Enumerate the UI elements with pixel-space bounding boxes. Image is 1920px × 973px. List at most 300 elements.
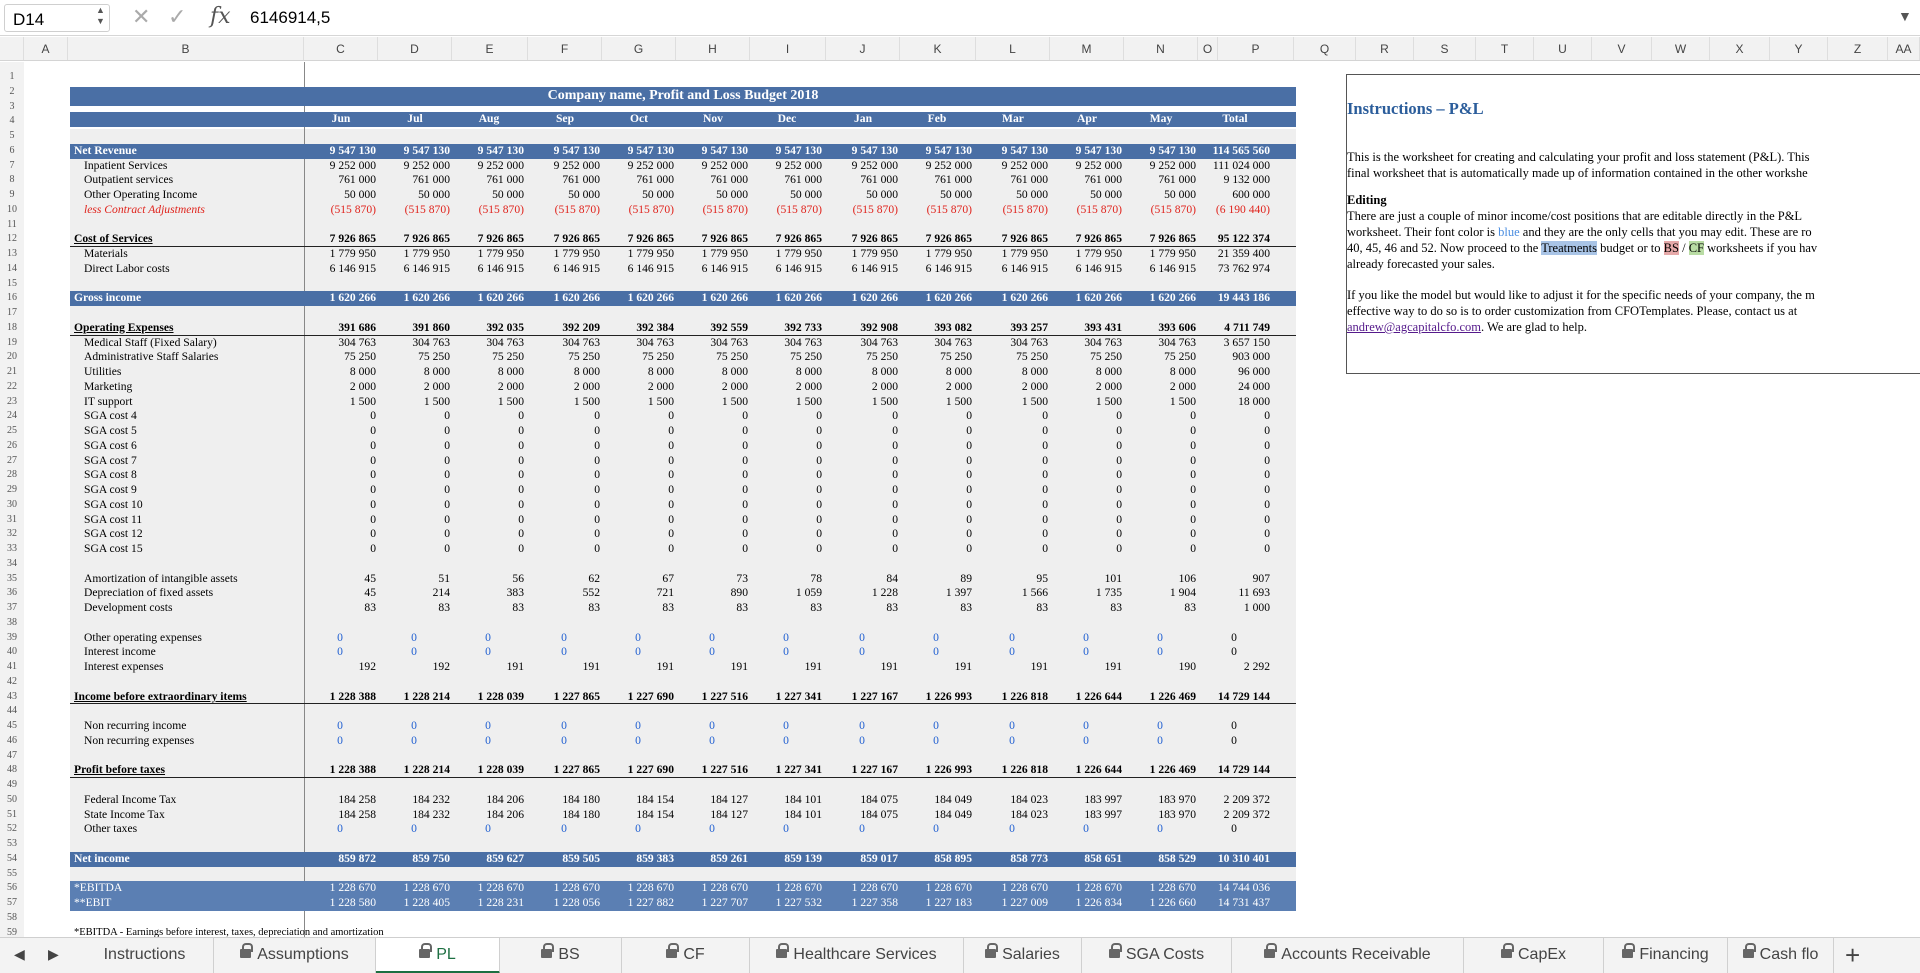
cell-value[interactable]: 0 xyxy=(594,512,600,526)
cell-value[interactable]: 0 xyxy=(668,468,674,482)
cell-value[interactable]: 0 xyxy=(816,512,822,526)
row-header[interactable]: 27 xyxy=(0,454,24,469)
row-header[interactable]: 16 xyxy=(0,291,24,306)
cell-value[interactable]: 8 000 xyxy=(1021,365,1048,378)
cell-value[interactable]: 0 xyxy=(411,645,417,659)
cell-value[interactable]: 214 xyxy=(432,586,450,600)
cell-value[interactable]: 1 226 469 xyxy=(1149,689,1196,703)
cell-value[interactable]: 6 146 915 xyxy=(1001,261,1048,275)
cell-value[interactable]: 0 xyxy=(370,512,376,526)
cell-value[interactable]: 0 xyxy=(561,719,567,732)
cell-value[interactable]: 1 228 670 xyxy=(701,881,748,895)
cell-value[interactable]: 0 xyxy=(370,527,376,541)
cell-value[interactable]: 7 926 865 xyxy=(627,232,674,246)
cell-value[interactable]: 0 xyxy=(1042,512,1048,526)
cell-value[interactable]: 9 547 130 xyxy=(925,143,972,157)
cell-value[interactable]: 1 228 214 xyxy=(403,689,450,703)
cell-value[interactable]: 2 000 xyxy=(795,379,822,393)
cell-value[interactable]: 3 657 150 xyxy=(1223,335,1270,349)
cell-value[interactable]: 0 xyxy=(337,719,343,732)
cell-value[interactable]: 0 xyxy=(966,542,972,555)
cell-value[interactable]: 1 227 167 xyxy=(851,763,898,777)
cell-value[interactable]: 7 926 865 xyxy=(1149,232,1196,246)
cell-value[interactable]: (515 870) xyxy=(702,202,748,216)
cell-value[interactable]: 1 227 358 xyxy=(851,896,898,909)
cell-value[interactable]: 304 763 xyxy=(710,335,748,349)
column-header-a[interactable]: A xyxy=(24,37,68,61)
row-label[interactable]: Profit before taxes xyxy=(74,763,166,777)
cell-value[interactable]: 1 226 834 xyxy=(1075,896,1122,909)
cell-value[interactable]: 9 547 130 xyxy=(553,143,600,157)
cell-value[interactable]: 6 146 915 xyxy=(553,261,600,275)
cell-value[interactable]: 50 000 xyxy=(940,188,972,201)
cell-value[interactable]: 50 000 xyxy=(418,188,450,201)
cell-value[interactable]: 0 xyxy=(709,645,715,659)
row-label[interactable]: Net income xyxy=(74,851,130,865)
cell-value[interactable]: 1 228 670 xyxy=(553,881,600,895)
cell-value[interactable]: 0 xyxy=(1190,497,1196,511)
cell-value[interactable]: 0 xyxy=(1042,453,1048,467)
cell-value[interactable]: 0 xyxy=(966,409,972,423)
cell-value[interactable]: 75 250 xyxy=(866,350,898,364)
cell-value[interactable]: 83 xyxy=(662,601,674,614)
row-label[interactable]: Other Operating Income xyxy=(84,188,198,201)
cell-value[interactable]: 14 731 437 xyxy=(1217,896,1270,909)
row-header[interactable]: 13 xyxy=(0,247,24,262)
cell-value[interactable]: 0 xyxy=(1009,719,1015,732)
cell-value[interactable]: 184 023 xyxy=(1010,807,1048,821)
cell-value[interactable]: 0 xyxy=(370,409,376,423)
cell-value[interactable]: 50 000 xyxy=(1016,188,1048,201)
row-label[interactable]: Non recurring expenses xyxy=(84,733,195,747)
cell-value[interactable]: 0 xyxy=(783,733,789,747)
cell-value[interactable]: 0 xyxy=(1157,645,1163,659)
cell-value[interactable]: 45 xyxy=(364,571,376,585)
row-header[interactable]: 20 xyxy=(0,350,24,365)
cell-value[interactable]: 858 773 xyxy=(1010,851,1048,865)
cell-value[interactable]: 858 529 xyxy=(1158,851,1196,865)
cell-value[interactable]: 6 146 915 xyxy=(627,261,674,275)
cell-value[interactable]: 1 620 266 xyxy=(925,291,972,305)
name-box[interactable]: D14 xyxy=(4,4,110,32)
cell-value[interactable]: 8 000 xyxy=(1169,365,1196,378)
cell-value[interactable]: 56 xyxy=(512,571,524,585)
cell-value[interactable]: 0 xyxy=(518,527,524,541)
cell-value[interactable]: 0 xyxy=(485,645,491,659)
cell-value[interactable]: 0 xyxy=(1264,468,1270,482)
cell-value[interactable]: 0 xyxy=(892,453,898,467)
cell-value[interactable]: 0 xyxy=(1190,409,1196,423)
row-label[interactable]: **EBIT xyxy=(74,896,112,909)
row-label[interactable]: SGA cost 5 xyxy=(84,424,137,437)
cell-value[interactable]: 1 228 xyxy=(871,586,898,600)
cell-value[interactable]: 0 xyxy=(742,542,748,555)
cell-value[interactable]: 1 500 xyxy=(497,394,524,408)
cell-value[interactable]: 183 997 xyxy=(1084,792,1122,806)
cell-value[interactable]: 8 000 xyxy=(1095,365,1122,378)
tab-scroll-right-icon[interactable]: ▶ xyxy=(48,946,59,962)
cell-value[interactable]: 50 000 xyxy=(1164,188,1196,201)
cell-value[interactable]: 8 000 xyxy=(497,365,524,378)
cell-value[interactable]: 1 620 266 xyxy=(1001,291,1048,305)
cell-value[interactable]: 0 xyxy=(816,453,822,467)
cell-value[interactable]: 75 250 xyxy=(418,350,450,364)
row-label[interactable]: Administrative Staff Salaries xyxy=(84,350,219,364)
cell-value[interactable]: 1 228 670 xyxy=(1075,881,1122,895)
row-label[interactable]: Net Revenue xyxy=(74,143,137,157)
cell-value[interactable]: 0 xyxy=(816,483,822,496)
cell-value[interactable]: 0 xyxy=(337,822,343,836)
cell-value[interactable]: 0 xyxy=(859,822,865,836)
cell-value[interactable]: 2 209 372 xyxy=(1223,792,1270,806)
cell-value[interactable]: 19 443 186 xyxy=(1217,291,1270,305)
cell-value[interactable]: 0 xyxy=(518,468,524,482)
cell-value[interactable]: 191 xyxy=(656,660,674,673)
column-header-r[interactable]: R xyxy=(1356,37,1414,61)
cell-value[interactable]: 600 000 xyxy=(1232,188,1270,201)
cell-value[interactable]: 0 xyxy=(594,527,600,541)
row-label[interactable]: SGA cost 12 xyxy=(84,527,143,541)
cell-value[interactable]: 0 xyxy=(742,512,748,526)
row-header[interactable]: 31 xyxy=(0,513,24,528)
cell-value[interactable]: 184 180 xyxy=(562,792,600,806)
cell-value[interactable]: 0 xyxy=(1264,424,1270,437)
cell-value[interactable]: 1 500 xyxy=(1095,394,1122,408)
cell-value[interactable]: 859 383 xyxy=(636,851,674,865)
row-label[interactable]: Medical Staff (Fixed Salary) xyxy=(84,335,217,349)
cell-value[interactable]: 83 xyxy=(886,601,898,614)
row-header[interactable]: 10 xyxy=(0,203,24,218)
row-header[interactable]: 23 xyxy=(0,395,24,410)
cell-value[interactable]: 83 xyxy=(364,601,376,614)
cell-value[interactable]: 9 547 130 xyxy=(701,143,748,157)
cell-value[interactable]: 1 228 056 xyxy=(553,896,600,909)
row-label[interactable]: Marketing xyxy=(84,379,133,393)
cell-value[interactable]: 192 xyxy=(358,660,376,673)
cell-value[interactable]: 304 763 xyxy=(412,335,450,349)
cell-value[interactable]: 1 620 266 xyxy=(329,291,376,305)
cell-value[interactable]: 0 xyxy=(1231,719,1237,732)
cell-value[interactable]: 7 926 865 xyxy=(925,232,972,246)
cell-value[interactable]: 1 226 818 xyxy=(1001,763,1048,777)
cell-value[interactable]: 0 xyxy=(370,438,376,452)
cell-value[interactable]: 9 547 130 xyxy=(1149,143,1196,157)
cell-value[interactable]: 0 xyxy=(1116,438,1122,452)
cell-value[interactable]: 2 292 xyxy=(1243,660,1270,673)
row-label[interactable]: Direct Labor costs xyxy=(84,261,170,275)
cell-value[interactable]: 0 xyxy=(370,468,376,482)
cell-value[interactable]: 0 xyxy=(859,733,865,747)
cell-value[interactable]: 6 146 915 xyxy=(851,261,898,275)
cell-value[interactable]: 1 228 670 xyxy=(329,881,376,895)
cell-value[interactable]: 1 735 xyxy=(1095,586,1122,600)
cell-value[interactable]: 392 209 xyxy=(562,320,600,334)
cell-value[interactable]: 0 xyxy=(337,733,343,747)
column-header-t[interactable]: T xyxy=(1476,37,1534,61)
cell-value[interactable]: 859 505 xyxy=(562,851,600,865)
cell-value[interactable]: 1 500 xyxy=(573,394,600,408)
cell-value[interactable]: 0 xyxy=(594,468,600,482)
row-header[interactable]: 50 xyxy=(0,793,24,808)
cell-value[interactable]: 1 226 469 xyxy=(1149,763,1196,777)
cell-value[interactable]: 0 xyxy=(892,497,898,511)
cell-value[interactable]: 0 xyxy=(709,630,715,644)
row-header[interactable]: 36 xyxy=(0,586,24,601)
cell-value[interactable]: 7 926 865 xyxy=(701,232,748,246)
cell-value[interactable]: 0 xyxy=(411,719,417,732)
cell-value[interactable]: 6 146 915 xyxy=(403,261,450,275)
accept-icon[interactable]: ✓ xyxy=(168,4,187,29)
cell-value[interactable]: 9 547 130 xyxy=(775,143,822,157)
row-header[interactable]: 53 xyxy=(0,837,24,852)
cell-value[interactable]: 8 000 xyxy=(945,365,972,378)
row-header[interactable]: 51 xyxy=(0,808,24,823)
tab-scroll-left-icon[interactable]: ◀ xyxy=(14,946,25,962)
column-header-m[interactable]: M xyxy=(1050,37,1124,61)
cell-value[interactable]: 9 252 000 xyxy=(403,158,450,172)
cell-value[interactable]: 7 926 865 xyxy=(775,232,822,246)
row-header[interactable]: 54 xyxy=(0,852,24,867)
cell-value[interactable]: 8 000 xyxy=(721,365,748,378)
cell-value[interactable]: 0 xyxy=(370,483,376,496)
cell-value[interactable]: 1 227 707 xyxy=(701,896,748,909)
cell-value[interactable]: 0 xyxy=(594,542,600,555)
cell-value[interactable]: 1 779 950 xyxy=(329,247,376,260)
row-label[interactable]: *EBITDA xyxy=(74,881,123,895)
cell-value[interactable]: 1 228 231 xyxy=(477,896,524,909)
cell-value[interactable]: 83 xyxy=(1110,601,1122,614)
cell-value[interactable]: 0 xyxy=(1042,542,1048,555)
cell-value[interactable]: 0 xyxy=(561,733,567,747)
cell-value[interactable]: 1 779 950 xyxy=(925,247,972,260)
cell-value[interactable]: 9 252 000 xyxy=(329,158,376,172)
cell-value[interactable]: 184 075 xyxy=(860,792,898,806)
cell-value[interactable]: 0 xyxy=(1190,527,1196,541)
cell-value[interactable]: 1 620 266 xyxy=(627,291,674,305)
cell-value[interactable]: 21 359 400 xyxy=(1217,247,1270,260)
cell-value[interactable]: 0 xyxy=(859,630,865,644)
cell-value[interactable]: 9 252 000 xyxy=(553,158,600,172)
cell-value[interactable]: 0 xyxy=(444,497,450,511)
cell-value[interactable]: 1 227 183 xyxy=(925,896,972,909)
cell-value[interactable]: 2 000 xyxy=(349,379,376,393)
cell-value[interactable]: 73 xyxy=(736,571,748,585)
row-header[interactable]: 57 xyxy=(0,896,24,911)
row-header[interactable]: 6 xyxy=(0,144,24,159)
cell-value[interactable]: 392 035 xyxy=(486,320,524,334)
cell-value[interactable]: 0 xyxy=(816,424,822,437)
cell-value[interactable]: 183 997 xyxy=(1084,807,1122,821)
cell-value[interactable]: 859 627 xyxy=(486,851,524,865)
row-header[interactable]: 42 xyxy=(0,675,24,690)
row-header[interactable]: 29 xyxy=(0,483,24,498)
cell-value[interactable]: 1 779 950 xyxy=(403,247,450,260)
cell-value[interactable]: 0 xyxy=(594,453,600,467)
row-header[interactable]: 38 xyxy=(0,616,24,631)
cell-value[interactable]: 0 xyxy=(518,497,524,511)
cell-value[interactable]: 1 227 690 xyxy=(627,689,674,703)
cell-value[interactable]: (515 870) xyxy=(330,202,376,216)
cell-value[interactable]: 761 000 xyxy=(934,173,972,187)
cell-value[interactable]: 0 xyxy=(1264,497,1270,511)
cell-value[interactable]: 0 xyxy=(485,719,491,732)
cell-value[interactable]: 0 xyxy=(892,512,898,526)
cell-value[interactable]: 75 250 xyxy=(642,350,674,364)
row-header[interactable]: 45 xyxy=(0,719,24,734)
cell-value[interactable]: 1 620 266 xyxy=(403,291,450,305)
row-header[interactable]: 12 xyxy=(0,232,24,247)
row-label[interactable]: SGA cost 15 xyxy=(84,542,143,555)
cell-value[interactable]: 0 xyxy=(1157,733,1163,747)
cell-value[interactable]: 0 xyxy=(1083,645,1089,659)
cell-value[interactable]: 0 xyxy=(1231,822,1237,836)
cell-value[interactable]: 0 xyxy=(635,645,641,659)
row-header[interactable]: 11 xyxy=(0,218,24,233)
cell-value[interactable]: 1 227 516 xyxy=(701,689,748,703)
cell-value[interactable]: 1 779 950 xyxy=(851,247,898,260)
row-header[interactable]: 39 xyxy=(0,631,24,646)
cell-value[interactable]: 9 547 130 xyxy=(1001,143,1048,157)
cell-value[interactable]: 184 206 xyxy=(486,792,524,806)
cell-value[interactable]: 761 000 xyxy=(636,173,674,187)
row-label[interactable]: SGA cost 6 xyxy=(84,438,137,452)
column-header-b[interactable]: B xyxy=(68,37,304,61)
row-label[interactable]: SGA cost 9 xyxy=(84,483,137,496)
cell-value[interactable]: (515 870) xyxy=(554,202,600,216)
cell-value[interactable]: 1 500 xyxy=(1021,394,1048,408)
cell-value[interactable]: 1 226 644 xyxy=(1075,689,1122,703)
cell-value[interactable]: 552 xyxy=(582,586,600,600)
cell-value[interactable]: 190 xyxy=(1178,660,1196,673)
cell-value[interactable]: 7 926 865 xyxy=(477,232,524,246)
cell-value[interactable]: 7 926 865 xyxy=(403,232,450,246)
cell-value[interactable]: 1 000 xyxy=(1243,601,1270,614)
cell-value[interactable]: 78 xyxy=(810,571,822,585)
cell-value[interactable]: 0 xyxy=(518,438,524,452)
cell-value[interactable]: 8 000 xyxy=(573,365,600,378)
cell-value[interactable]: 903 000 xyxy=(1232,350,1270,364)
cell-value[interactable]: 4 711 749 xyxy=(1224,320,1270,334)
cell-value[interactable]: 6 146 915 xyxy=(701,261,748,275)
cell-value[interactable]: 0 xyxy=(933,733,939,747)
cell-value[interactable]: 0 xyxy=(1083,630,1089,644)
cell-value[interactable]: 0 xyxy=(892,527,898,541)
cell-value[interactable]: 2 000 xyxy=(1169,379,1196,393)
cell-value[interactable]: 859 261 xyxy=(710,851,748,865)
row-header[interactable]: 17 xyxy=(0,306,24,321)
row-header[interactable]: 15 xyxy=(0,277,24,292)
cell-value[interactable]: 0 xyxy=(594,424,600,437)
row-header[interactable]: 4 xyxy=(0,114,24,129)
cell-value[interactable]: 75 250 xyxy=(1164,350,1196,364)
cell-value[interactable]: 0 xyxy=(1264,527,1270,541)
cell-value[interactable]: 0 xyxy=(1157,719,1163,732)
cell-value[interactable]: 0 xyxy=(518,512,524,526)
cell-value[interactable]: 2 209 372 xyxy=(1223,807,1270,821)
cell-value[interactable]: 0 xyxy=(561,822,567,836)
cell-value[interactable]: 11 693 xyxy=(1238,586,1270,600)
column-header-d[interactable]: D xyxy=(378,37,452,61)
cell-value[interactable]: 1 779 950 xyxy=(553,247,600,260)
cell-value[interactable]: 1 227 341 xyxy=(775,763,822,777)
cell-value[interactable]: 1 620 266 xyxy=(775,291,822,305)
cell-value[interactable]: 184 232 xyxy=(412,807,450,821)
cell-value[interactable]: 761 000 xyxy=(562,173,600,187)
cell-value[interactable]: 83 xyxy=(810,601,822,614)
row-header[interactable]: 35 xyxy=(0,572,24,587)
column-header-i[interactable]: I xyxy=(750,37,826,61)
cell-value[interactable]: 0 xyxy=(1157,630,1163,644)
cell-value[interactable]: 89 xyxy=(960,571,972,585)
cell-value[interactable]: 6 146 915 xyxy=(329,261,376,275)
cell-value[interactable]: 83 xyxy=(1036,601,1048,614)
cell-value[interactable]: 304 763 xyxy=(486,335,524,349)
cell-value[interactable]: 101 xyxy=(1104,571,1122,585)
row-header[interactable]: 9 xyxy=(0,188,24,203)
cell-value[interactable]: 761 000 xyxy=(784,173,822,187)
cell-value[interactable]: 0 xyxy=(933,822,939,836)
cell-value[interactable]: (515 870) xyxy=(478,202,524,216)
cell-value[interactable]: 6 146 915 xyxy=(775,261,822,275)
column-header-h[interactable]: H xyxy=(676,37,750,61)
cell-value[interactable]: 1 779 950 xyxy=(1149,247,1196,260)
tab-instructions[interactable] xyxy=(76,938,214,973)
cell-value[interactable]: 6 146 915 xyxy=(1075,261,1122,275)
cell-value[interactable]: 0 xyxy=(816,497,822,511)
row-header[interactable]: 24 xyxy=(0,409,24,424)
cell-value[interactable]: 9 252 000 xyxy=(1001,158,1048,172)
column-header-v[interactable]: V xyxy=(1592,37,1652,61)
cell-value[interactable]: 191 xyxy=(804,660,822,673)
cell-value[interactable]: 9 547 130 xyxy=(329,143,376,157)
row-label[interactable]: Other taxes xyxy=(84,822,138,836)
cell-value[interactable]: 0 xyxy=(594,409,600,423)
row-header[interactable]: 21 xyxy=(0,365,24,380)
cell-value[interactable]: (515 870) xyxy=(926,202,972,216)
cell-value[interactable]: 9 252 000 xyxy=(1075,158,1122,172)
name-box-stepper-icon[interactable]: ▲ ▼ xyxy=(96,5,105,26)
cell-value[interactable]: 184 180 xyxy=(562,807,600,821)
cancel-icon[interactable]: ✕ xyxy=(132,4,151,29)
cell-value[interactable]: 1 228 670 xyxy=(775,881,822,895)
row-label[interactable]: Utilities xyxy=(84,365,122,378)
cell-value[interactable]: 761 000 xyxy=(1084,173,1122,187)
row-header[interactable]: 41 xyxy=(0,660,24,675)
column-header-s[interactable]: S xyxy=(1414,37,1476,61)
cell-value[interactable]: 0 xyxy=(1042,483,1048,496)
row-label[interactable]: Inpatient Services xyxy=(84,158,168,172)
cell-value[interactable]: 0 xyxy=(783,645,789,659)
cell-value[interactable]: 45 xyxy=(364,586,376,600)
cell-value[interactable]: 1 500 xyxy=(423,394,450,408)
cell-value[interactable]: 0 xyxy=(709,733,715,747)
cell-value[interactable]: 0 xyxy=(1042,424,1048,437)
cell-value[interactable]: 0 xyxy=(370,542,376,555)
cell-value[interactable]: 0 xyxy=(933,645,939,659)
cell-value[interactable]: 1 228 039 xyxy=(477,763,524,777)
cell-value[interactable]: 1 620 266 xyxy=(851,291,898,305)
cell-value[interactable]: 83 xyxy=(512,601,524,614)
cell-value[interactable]: 0 xyxy=(859,719,865,732)
row-label[interactable]: Non recurring income xyxy=(84,719,187,732)
row-label[interactable]: Federal Income Tax xyxy=(84,792,177,806)
cell-value[interactable]: 14 744 036 xyxy=(1217,881,1270,895)
cell-value[interactable]: 191 xyxy=(1104,660,1122,673)
cell-value[interactable]: 0 xyxy=(742,409,748,423)
row-label[interactable]: Depreciation of fixed assets xyxy=(84,586,214,600)
row-header[interactable]: 25 xyxy=(0,424,24,439)
cell-value[interactable]: 1 779 950 xyxy=(1001,247,1048,260)
